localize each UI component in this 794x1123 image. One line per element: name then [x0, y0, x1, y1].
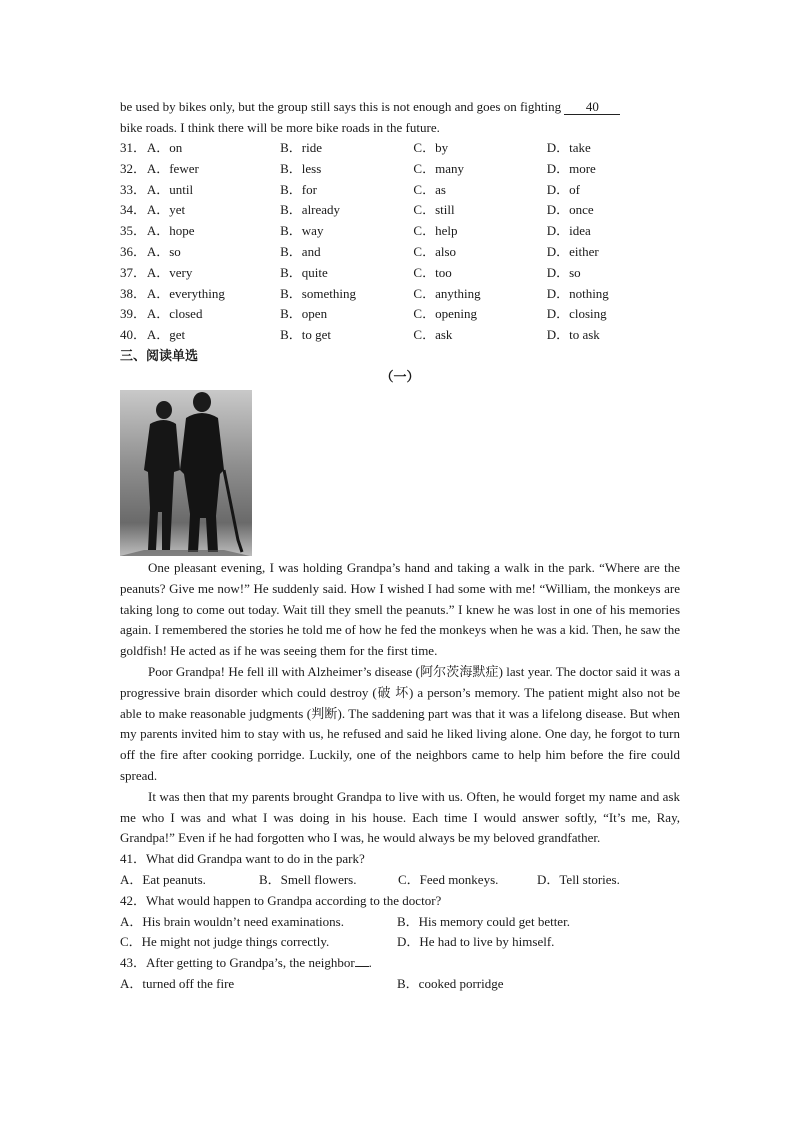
- answer-blank: [355, 966, 369, 967]
- option-a: A．closed: [146, 306, 203, 322]
- option-a: A．yet: [146, 202, 186, 218]
- question-number: 34．: [120, 202, 147, 218]
- question-41: [120, 849, 680, 891]
- option-row-40: [120, 325, 680, 346]
- cloze-options-list: [120, 138, 680, 346]
- option-row-36: [120, 242, 680, 263]
- option-a: A．fewer: [146, 160, 199, 176]
- option-b: B．less: [280, 160, 322, 176]
- option-a: A．until: [146, 181, 194, 197]
- document-page: [120, 96, 680, 995]
- option-c: C．ask: [413, 327, 453, 343]
- question-stem: 41．What did Grandpa want to do in the park?: [120, 851, 365, 867]
- option-a: A．His brain wouldn’t need examinations.: [120, 913, 344, 929]
- option-b: B．something: [280, 285, 356, 301]
- option-b: B．and: [280, 243, 321, 259]
- option-b: B．open: [280, 306, 328, 322]
- answer-options-row-1: [120, 974, 680, 995]
- option-d: D．of: [546, 181, 580, 197]
- passage-paragraph-3: It was then that my parents brought Grandpa to live with us. Often, he would forget my name and ask me who I was and what I was doing in his house. Each time I would answer softly, “It’s me, Ray, Grandpa!” Even if he had forgotten who I was, he would always be my beloved grandfather.: [120, 788, 680, 846]
- option-b: B．to get: [280, 327, 332, 343]
- question-stem-end: .: [368, 955, 372, 971]
- question-stem-text: 43．After getting to Grandpa’s, the neighbor: [120, 955, 355, 971]
- option-c: C．Feed monkeys.: [398, 871, 499, 887]
- question-stem: [120, 953, 680, 974]
- question-number: 39．: [120, 306, 147, 322]
- option-b: B．His memory could get better.: [397, 913, 570, 929]
- option-a: A．so: [146, 243, 181, 259]
- option-row-33: [120, 180, 680, 201]
- option-d: D．once: [546, 202, 594, 218]
- option-b: B．cooked porridge: [397, 975, 504, 991]
- option-row-32: [120, 159, 680, 180]
- passage-paragraph-1: One pleasant evening, I was holding Grandpa’s hand and taking a walk in the park. “Where are the peanuts? Give me now!” He suddenly said. How I wished I had some with me! “William, the monkeys are taking long to come out today. Wait till they smell the peanuts.” I knew he was lost in one of his memories again. I remembered the stories he told me of how he fed the monkeys when he was a kid. Then, he saw the goldfish! He acted as if he was seeing them for the first time.: [120, 559, 680, 659]
- option-c: C．too: [413, 264, 452, 280]
- question-42: [120, 891, 680, 953]
- option-c: C．also: [413, 243, 457, 259]
- question-number: 38．: [120, 285, 147, 301]
- passage-paragraph-2: Poor Grandpa! He fell ill with Alzheimer’s disease (阿尔茨海默症) last year. The doctor said it was a progressive brain disorder which could destroy (破 坏) a person’s memory. The patient might also not be able to make reasonable judgments (判断). The saddening part was that it was a lifelong disease. But when my parents invited him to stay with us, he refused and said he liked living alone. One day, he forgot to turn off the fire after cooking porridge. Luckily, one of the neighbors came to help him before the fire could spread.: [120, 663, 680, 783]
- option-d: D．more: [546, 160, 596, 176]
- intro-text: be used by bikes only, but the group still says this is not enough and goes on fighting: [120, 99, 565, 114]
- question-number: 36．: [120, 243, 147, 259]
- answer-options: [120, 870, 680, 891]
- option-d: D．so: [546, 264, 581, 280]
- option-c: C．opening: [413, 306, 477, 322]
- option-a: A．Eat peanuts.: [120, 871, 206, 887]
- option-row-39: [120, 304, 680, 325]
- option-c: C．He might not judge things correctly.: [120, 934, 330, 950]
- option-d: D．nothing: [546, 285, 609, 301]
- grandpa-photo: [120, 390, 252, 556]
- intro-line-1: [120, 96, 680, 117]
- option-a: A．on: [146, 140, 183, 155]
- option-d: D．either: [546, 243, 599, 259]
- option-a: A．everything: [146, 285, 225, 301]
- option-d: D．idea: [546, 223, 591, 239]
- question-number: 37．: [120, 264, 147, 280]
- question-43: [120, 953, 680, 995]
- option-c: C．anything: [413, 285, 481, 301]
- question-number: 40．: [120, 327, 147, 343]
- option-b: B．for: [280, 181, 317, 197]
- answer-blank-40: 40: [564, 99, 620, 115]
- option-a: A．turned off the fire: [120, 975, 235, 991]
- option-d: D．He had to live by himself.: [397, 934, 555, 950]
- question-number: 32．: [120, 160, 147, 176]
- option-b: B．quite: [280, 264, 328, 280]
- option-row-38: [120, 284, 680, 305]
- option-d: D．closing: [546, 306, 607, 322]
- question-number: 31．: [120, 140, 147, 155]
- option-d: D．take: [546, 140, 591, 155]
- option-row-31: [120, 138, 680, 159]
- option-row-35: [120, 221, 680, 242]
- option-a: A．very: [146, 264, 193, 280]
- silhouette-image: [120, 390, 252, 556]
- option-c: C．many: [413, 160, 464, 176]
- option-row-34: [120, 200, 680, 221]
- answer-options-row-1: [120, 912, 680, 933]
- option-a: A．hope: [146, 223, 195, 239]
- option-row-37: [120, 263, 680, 284]
- question-stem: 42．What would happen to Grandpa according to the doctor?: [120, 892, 442, 908]
- passage-heading: （一）: [380, 369, 420, 385]
- option-d: D．Tell stories.: [537, 871, 620, 887]
- reading-passage: [120, 558, 680, 849]
- section-heading: 三、阅读单选: [120, 348, 199, 364]
- option-b: B．way: [280, 223, 324, 239]
- question-number: 33．: [120, 181, 147, 197]
- option-b: B．ride: [280, 140, 323, 155]
- option-c: C．still: [413, 202, 455, 218]
- option-c: C．by: [413, 140, 449, 155]
- intro-line-2: bike roads. I think there will be more bike roads in the future.: [120, 120, 440, 135]
- option-d: D．to ask: [546, 327, 600, 343]
- option-c: C．as: [413, 181, 446, 197]
- option-b: B．already: [280, 202, 341, 218]
- answer-options-row-2: [120, 932, 680, 953]
- option-c: C．help: [413, 223, 458, 239]
- option-a: A．get: [146, 327, 186, 343]
- option-b: B．Smell flowers.: [259, 871, 357, 887]
- question-number: 35．: [120, 223, 147, 239]
